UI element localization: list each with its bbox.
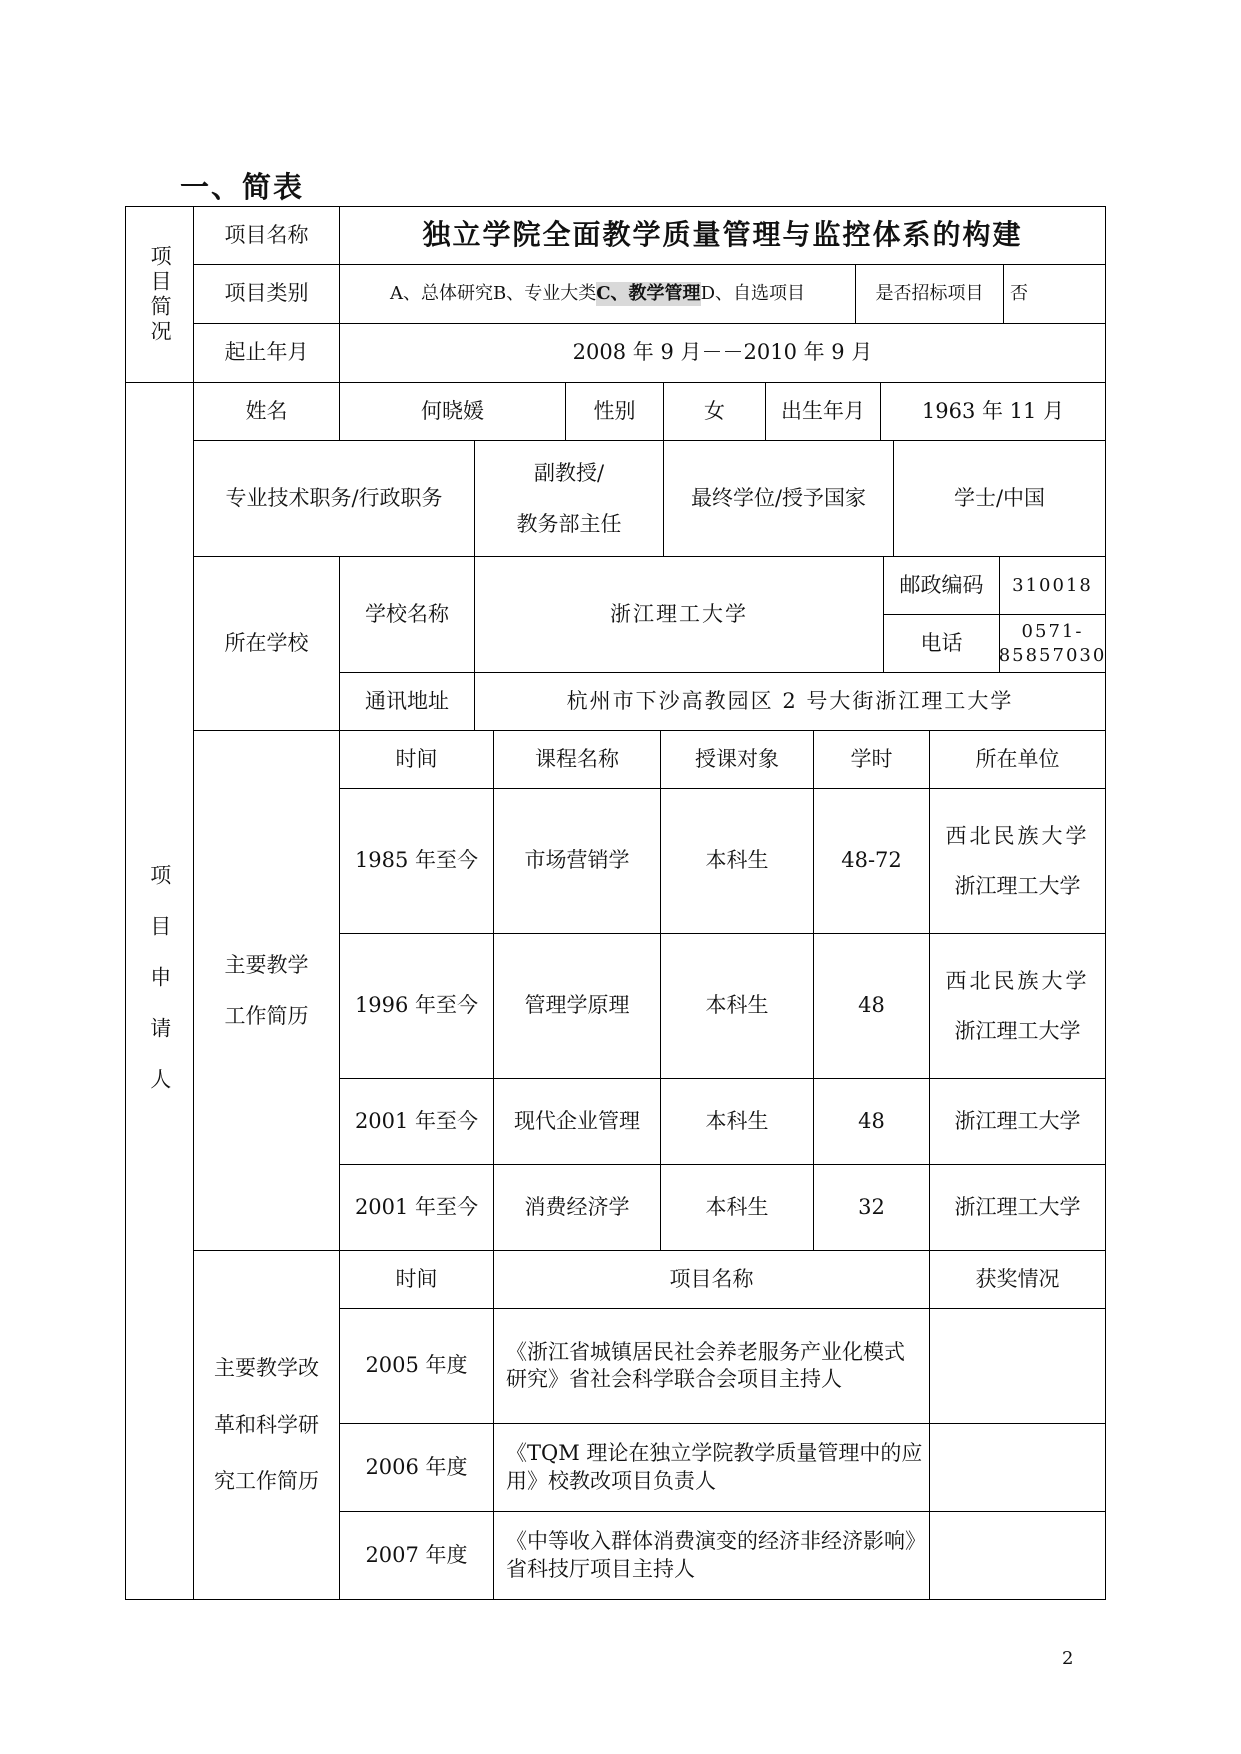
research-row-3-project: 《中等收入群体消费演变的经济非经济影响》省科技厅项目主持人 bbox=[493, 1511, 929, 1600]
teaching-row-1-time: 1985 年至今 bbox=[339, 788, 493, 933]
applicant-section-label-text: 项目申请人 bbox=[147, 863, 172, 1119]
teaching-header-target: 授课对象 bbox=[660, 730, 813, 788]
teaching-section-label-line-1: 主要教学 bbox=[224, 953, 309, 978]
period-label: 起止年月 bbox=[193, 323, 339, 382]
teaching-row-4-target: 本科生 bbox=[660, 1164, 813, 1250]
postcode-value: 310018 bbox=[999, 556, 1106, 614]
teaching-row-4-course: 消费经济学 bbox=[493, 1164, 660, 1250]
project-name-value: 独立学院全面教学质量管理与监控体系的构建 bbox=[339, 206, 1106, 264]
applicant-name-label: 姓名 bbox=[193, 382, 339, 440]
address-label: 通讯地址 bbox=[339, 672, 474, 730]
teaching-row-3-time: 2001 年至今 bbox=[339, 1078, 493, 1164]
overview-section-label bbox=[125, 206, 193, 382]
teaching-row-2-unit-line-1: 西北民族大学 bbox=[945, 968, 1090, 993]
research-section-label bbox=[193, 1250, 339, 1600]
teaching-header-hours: 学时 bbox=[813, 730, 929, 788]
research-row-1-award bbox=[929, 1308, 1106, 1423]
category-option-b: B、专业大类 bbox=[493, 283, 597, 305]
teaching-row-1-unit-line-1: 西北民族大学 bbox=[945, 823, 1090, 848]
research-row-2-award bbox=[929, 1423, 1106, 1511]
project-name-label: 项目名称 bbox=[193, 206, 339, 264]
teaching-row-3-target: 本科生 bbox=[660, 1078, 813, 1164]
teaching-row-1-course: 市场营销学 bbox=[493, 788, 660, 933]
teaching-row-4-time: 2001 年至今 bbox=[339, 1164, 493, 1250]
professional-title-label: 专业技术职务/行政职务 bbox=[193, 440, 474, 556]
phone-label: 电话 bbox=[883, 614, 999, 672]
teaching-row-1-unit bbox=[929, 788, 1106, 933]
school-name-label: 学校名称 bbox=[339, 556, 474, 672]
teaching-row-4-hours: 32 bbox=[813, 1164, 929, 1250]
research-section-label-line-2: 革和科学研 bbox=[214, 1412, 319, 1437]
teaching-row-1-target: 本科生 bbox=[660, 788, 813, 933]
research-section-label-line-1: 主要教学改 bbox=[214, 1355, 319, 1380]
teaching-row-1-unit-line-2: 浙江理工大学 bbox=[954, 874, 1081, 898]
teaching-row-3-unit: 浙江理工大学 bbox=[929, 1078, 1106, 1164]
research-header-time: 时间 bbox=[339, 1250, 493, 1308]
teaching-header-time: 时间 bbox=[339, 730, 493, 788]
teaching-section-label-line-2: 工作简历 bbox=[224, 1003, 309, 1028]
category-option-a: A、总体研究 bbox=[390, 283, 493, 305]
birth-label: 出生年月 bbox=[765, 382, 880, 440]
postcode-label: 邮政编码 bbox=[883, 556, 999, 614]
teaching-section-label bbox=[193, 730, 339, 1250]
professional-title-line-2: 教务部主任 bbox=[516, 511, 622, 536]
applicant-name-value: 何晓媛 bbox=[339, 382, 565, 440]
phone-value: 0571-85857030 bbox=[999, 614, 1106, 672]
research-header-award: 获奖情况 bbox=[929, 1250, 1106, 1308]
teaching-row-2-unit bbox=[929, 933, 1106, 1078]
research-header-project: 项目名称 bbox=[493, 1250, 929, 1308]
teaching-row-3-hours: 48 bbox=[813, 1078, 929, 1164]
research-row-1-project: 《浙江省城镇居民社会养老服务产业化模式研究》省社会科学联合会项目主持人 bbox=[493, 1308, 929, 1423]
applicant-section-label bbox=[125, 382, 193, 1600]
research-row-2-project: 《TQM 理论在独立学院教学质量管理中的应用》校教改项目负责人 bbox=[493, 1423, 929, 1511]
research-row-3-time: 2007 年度 bbox=[339, 1511, 493, 1600]
category-option-c-selected: C、教学管理 bbox=[596, 283, 701, 305]
research-row-2-time: 2006 年度 bbox=[339, 1423, 493, 1511]
project-category-options bbox=[339, 264, 855, 323]
teaching-row-1-hours: 48-72 bbox=[813, 788, 929, 933]
page-number: 2 bbox=[1062, 1648, 1074, 1669]
teaching-row-2-time: 1996 年至今 bbox=[339, 933, 493, 1078]
degree-label: 最终学位/授予国家 bbox=[663, 440, 893, 556]
school-name-value: 浙江理工大学 bbox=[474, 556, 883, 672]
overview-section-label-text: 项目简况 bbox=[148, 244, 173, 345]
teaching-row-2-unit-line-2: 浙江理工大学 bbox=[954, 1019, 1081, 1043]
section-heading: 一、简表 bbox=[180, 170, 305, 204]
teaching-row-2-course: 管理学原理 bbox=[493, 933, 660, 1078]
school-section-label: 所在学校 bbox=[193, 556, 339, 730]
project-category-label: 项目类别 bbox=[193, 264, 339, 323]
teaching-row-2-hours: 48 bbox=[813, 933, 929, 1078]
gender-value: 女 bbox=[663, 382, 765, 440]
bid-project-label: 是否招标项目 bbox=[855, 264, 1003, 323]
degree-value: 学士/中国 bbox=[893, 440, 1106, 556]
teaching-row-2-target: 本科生 bbox=[660, 933, 813, 1078]
birth-value: 1963 年 11 月 bbox=[880, 382, 1106, 440]
research-row-1-time: 2005 年度 bbox=[339, 1308, 493, 1423]
research-section-label-line-3: 究工作简历 bbox=[214, 1469, 319, 1494]
gender-label: 性别 bbox=[565, 382, 663, 440]
address-value: 杭州市下沙高教园区 2 号大街浙江理工大学 bbox=[474, 672, 1106, 730]
teaching-header-unit: 所在单位 bbox=[929, 730, 1106, 788]
professional-title-line-1: 副教授/ bbox=[533, 461, 605, 486]
bid-project-value: 否 bbox=[1003, 264, 1106, 323]
category-option-d: D、自选项目 bbox=[700, 283, 805, 305]
research-row-3-award bbox=[929, 1511, 1106, 1600]
teaching-header-course: 课程名称 bbox=[493, 730, 660, 788]
teaching-row-4-unit: 浙江理工大学 bbox=[929, 1164, 1106, 1250]
period-value: 2008 年 9 月－－2010 年 9 月 bbox=[339, 323, 1106, 382]
professional-title-value bbox=[474, 440, 663, 556]
teaching-row-3-course: 现代企业管理 bbox=[493, 1078, 660, 1164]
